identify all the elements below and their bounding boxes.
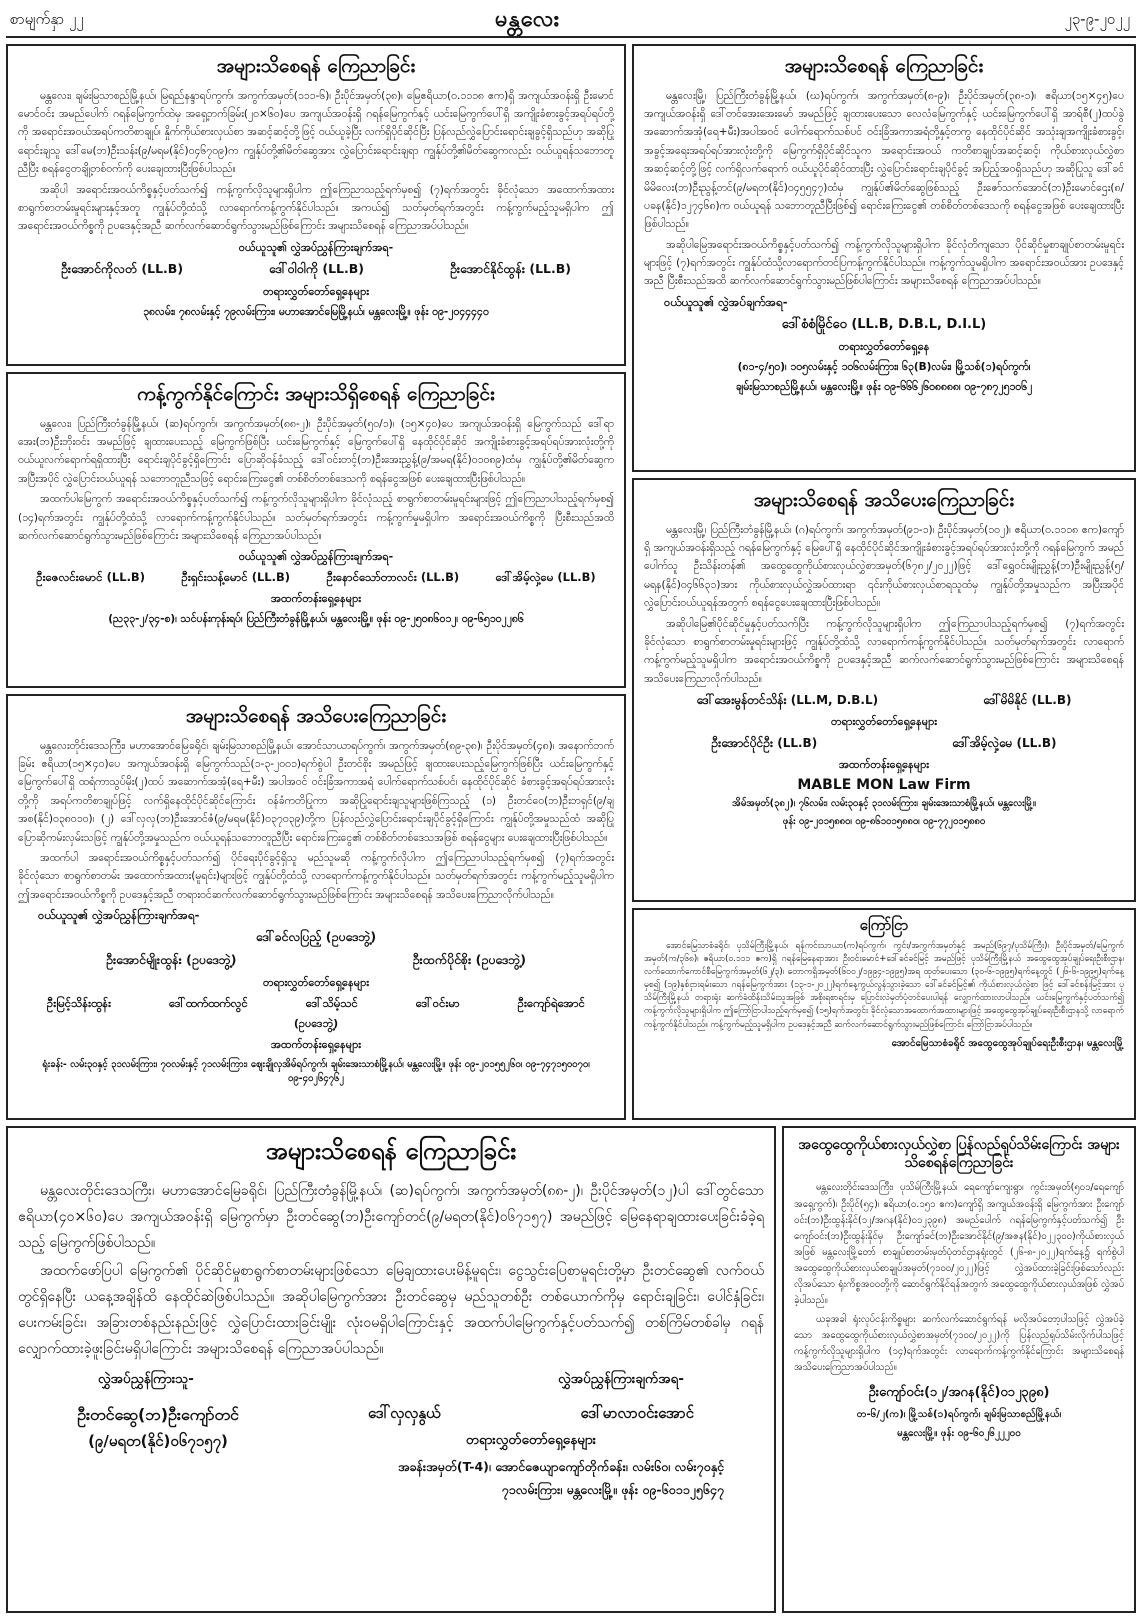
instruction-label: ဝယ်ယူသူ၏ လွှဲအပ်ချက်အရ- (664, 294, 788, 309)
signatory-name: ဦးကျော်ဝင်း(၁၂/အဂန(နိုင်)၀၁၂၃၉၈) (868, 1385, 1050, 1401)
paragraph: အဆိုပါမြေအရောင်းအဝယ်ကိစ္စနှင့်ပတ်သက်၍ ကန့်ကွက်လိုသူများရှိပါက ခိုင်လုံတိကျသော ပိုင်ဆိုင်မှုစာချုပ်စာတမ်းမူရင်းများဖြင့် (၇)ရက်အတွင်း ကျွန်ုပ်ထံသို့လာရောက်တင်ပြကန့်ကွက်နိုင်ပါသည်။ ကန့်ကွက်သူမရှိပါက အရောင်းအဝယ်အား ဥပဒေနှင့်အညီ ပြီးစီးသည်အထိ ဆက်လက်ဆောင်ရွက်သွားမည်ဖြစ်ပါကြောင်း အများသိစေရန် ကြေညာအပ်ပါသည်။ (644, 238, 1124, 288)
issue-date: ၂၃-၉-၂၀၂၂ (1064, 10, 1130, 28)
header-rule (6, 36, 1136, 38)
paragraph: မန္တလေး၊ ပြည်ကြီးတံခွန်မြို့နယ်၊ (ဆ)ရပ်ကွက်၊ အကွက်အမှတ်(၈၈-၂)၊ ဦးပိုင်အမှတ်(၅၀/၁)၊ (၁၅×၄၀)ပေ အကျယ်အဝန်းရှိ မြေကွက်သည် ဒေါ်ရာအေး(ဘ)ဦးဘိုးဝင်း အမည်ဖြင့် ချထားပေးသည့် မြေကွက်ဖြစ်ပြီး ယင်းမြေကွက်နှင့် မြေကွက်ပေါ်ရှိ နေထိုင်ပိုင်ဆိုင် အကျိုးခံစားခွင့်အရပ်ရပ်အားလုံးတို့ကို ဝယ်ယူလက်ရောက်ရရှိထားပြီး ရောင်းချပိုင်ခွင့်ရှိကြောင်း ပြောဆိုဝန်ခံသည့် ဒေါ်ဝင်းတင့်(ဘ)ဦးအေးညွှန့်(၉/အမရ(နိုင်)၀၁၀၈၉)ထံမှ ကျွန်ုပ်တို့၏မိတ်ဆွေက အပြီးအပိုင် လွှဲပြောင်းဝယ်ယူရန် သဘောတူညီသဖြင့် ရောင်းကြေးငွေ၏ တစ်စိတ်တစ်ဒေသကို စရန်ငွေအဖြစ် ပေးချေထားပြီးဖြစ်ပါသည်။ (18, 417, 614, 485)
masthead-logo: မန္တလေး (495, 7, 561, 32)
lawyer-name: ဒေါ်စံစံမြိုင်ဝေ (LL.B, D.B.L, D.I.L) (781, 316, 987, 332)
lawyer-name: ဦးအောင်နိုင်ထွန်း (LL.B) (449, 260, 572, 276)
contact-address: (ည၃၃-၂/၃၄-စ)၊ သင်ပန်းကုန်းရပ်၊ ပြည်ကြီးတံခွန်မြို့နယ်၊ မန္တလေးမြို့။ ဖုန်း ၀၉-၂၅၀၈၆၀၁၂၊ ၀၉-၆၅၁၀၂၂၈၆ (108, 613, 524, 626)
lawyer-name: ဒေါ်ဝင်းမာ (415, 996, 460, 1011)
client-name: ဦးတင်ဆွေ(ဘ)ဦးကျော်တင် (77, 1405, 239, 1425)
lawyer-block (298, 1400, 764, 1454)
notice-title: အများသိစေရန် ကြေညာခြင်း (784, 55, 984, 77)
office-title: အထက်တန်းရှေ့နေများ (270, 1038, 362, 1052)
notice-title: ကြော်ငြာ (859, 916, 909, 934)
notice-4 (6, 1126, 776, 1613)
client-label: လွှဲအပ်ညွှန်ကြားသူ- (98, 1371, 194, 1388)
office-title: တရားလွှတ်တော်ရှေ့နေ (838, 339, 930, 353)
lawyer-name: ဦးမြင့်သိန်းထွန်း (46, 996, 112, 1011)
instruction-label: ဝယ်ယူသူ၏ လွှဲအပ်ညွှန်ကြားချက်အရ- (238, 240, 394, 254)
contact-address: ၇၁လမ်းကြား၊ မန္တလေးမြို့။ ဖုန်း ၀၉-၆၀၁၁၂၅၆၄၇ (501, 1482, 724, 1498)
degree-note: (ဥပဒေဘွဲ့) (293, 1017, 339, 1031)
contact-address: ၃၈လမ်း၊ ၇၈လမ်းနှင့် ၇၉လမ်းကြား၊ မဟာအောင်မြေမြို့နယ်၊ မန္တလေးမြို့။ ဖုန်း ၀၉-၂၀၄၄၄၄၀ (143, 305, 489, 318)
lawyer-name: ဦးအောင်ကိုလတ် (LL.B) (60, 260, 184, 276)
lawyer-names (18, 570, 614, 587)
lawyer-name: ဦးဇေလင်းမောင် (LL.B) (36, 570, 145, 585)
lawyer-name: ဒေါ်အေးမွန်တင်သိန်း (LL.M, D.B.L) (696, 693, 879, 708)
lawyer-names (298, 1404, 764, 1426)
office-title: အထက်တန်းရှေ့နေများ (270, 592, 362, 606)
paragraph: အထက်ပါမြေကွက် အရောင်းအဝယ်ကိစ္စနှင့်ပတ်သက်၍ ကန့်ကွက်လိုသူများရှိပါက ခိုင်လုံသည့် စာရွက်စာတမ်းမူရင်းများဖြင့် ဤကြေညာပါသည့်ရက်မှစ၍ (၁၄)ရက်အတွင်း ကျွန်ုပ်တို့ထံသို့ လာရောက်ကန့်ကွက်နိုင်ပါသည်။ သတ်မှတ်ရက်အတွင်း ကန့်ကွက်မှုမရှိပါက အရောင်းအဝယ်ကိစ္စကို ပြီးစီးသည်အထိ ဆက်လက်ဆောင်ရွက်သွားမည်ဖြစ်ကြောင်း အများသိစေရန် ကြေညာအပ်ပါသည်။ (18, 493, 614, 542)
contact-address: တ-၆/၂(က)၊ မြို့သစ်(၁)ရပ်ကွက်၊ ချမ်းမြသာစည်မြို့နယ်၊ (856, 1409, 1062, 1421)
notice-2 (6, 372, 626, 688)
notice-5 (632, 44, 1136, 472)
lawyer-names (18, 952, 614, 971)
lawyer-name: ဒေါ်လှလှနွယ် (367, 1404, 441, 1423)
office-title: အထက်တန်းရှေ့နေများ (838, 758, 930, 772)
notice-body (18, 415, 614, 546)
lawyer-name: ဦးရှင်းသန့်မောင် (LL.B) (181, 570, 291, 585)
notice-body (644, 940, 1124, 1032)
notice-body (644, 87, 1124, 291)
office-title: တရားလွှတ်တော်ရှေ့နေများ (465, 1432, 597, 1449)
issuing-office: အောင်မြေသာစံခရိုင် အထွေထွေအုပ်ချုပ်ရေးဦးစီးဌာန၊ မန္တလေးမြို့ (891, 1037, 1124, 1049)
lawyer-names (644, 735, 1124, 753)
client-block (18, 1400, 298, 1454)
lawyer-name: ဦးအောင်မျိုးထွန်း (ဥပဒေဘွဲ့) (106, 952, 237, 968)
lawyer-names (18, 929, 614, 948)
notice-7 (632, 908, 1136, 1120)
lawyer-name: ဒေါ်အိမ့်လှဲ့မေ (LL.B) (495, 570, 596, 585)
lawyer-name: ဒေါ်မိမိနိုင် (LL.B) (983, 693, 1072, 708)
paragraph: မန္တလေးတိုင်းဒေသကြီး၊ မဟာအောင်မြေခရိုင်၊ ချမ်းမြသာစည်မြို့နယ်၊ အောင်သာယာရပ်ကွက်၊ အကွက်အမှတ်(၈၉-၃၈)၊ ဦးပိုင်အမှတ်(၄၈)၊ အနောက်ဘက်ခြမ်း ဧရိယာ(၁၅×၄၀)ပေ အကျယ်အဝန်းရှိ မြေကွက်သည်(၁-၃-၂၀၀၁)ရက်စွဲပါ ဦးတင်စိုး အမည်ဖြင့် ချထားပေးသည့်မြေကွက်ဖြစ်ပြီး ယင်းမြေကွက်နှင့် မြေကွက်ပေါ်ရှိ ထရံကာသွပ်မိုး(၂)ထပ် အဆောက်အအုံ(ရေ+မီး) အပါအဝင် ဝင်းခြံအကာအရံ ပေါက်ရောက်သစ်ပင်၊ နေထိုင်ပိုင်ဆိုင် ခံစားခွင့်အရပ်ရပ်အားလုံးတို့ကို အရပ်ကတိစာချုပ်ဖြင့် လက်ရှိနေထိုင်ပိုင်ဆိုင်ကြောင်း ဝန်ခံကတိပြုကာ အဆိုပြုရောင်းချသူများဖြစ်ကြသည့် (၁) ဦးတင်ဝေ(ဘ)ဦးဘရှင်(၉/ချအစ(နိုင်)၀၃၈၀၁၀)၊ (၂) ဒေါ်လှလှ(ဘ)ဦးအောင်ဇံ(၉/မရမ(နိုင်)၀၃၇၀၃၉)တို့က ပြန်လည်လွှဲပြောင်းရောင်းချပိုင်ခွင့်ရှိကြောင်း ကျွန်ုပ်တို့အမှုသည်ထံ အဆိုပြုပြောဆိုကမ်းလှမ်းသဖြင့် ကျွန်ုပ်တို့အမှုသည်က ဝယ်ယူရန်သဘောတူညီပြီး ရောင်းကြေးငွေ၏ တစ်စိတ်တစ်ဒေသအဖြစ် စရန်ငွေများ ပေးချေထားပြီးဖြစ်ပါသည်။ (18, 739, 614, 844)
office-title: တရားလွှတ်တော်ရှေ့နေများ (830, 715, 938, 729)
notice-8 (782, 1126, 1136, 1613)
lawyer-names (18, 996, 614, 1013)
lawyer-name: ဒေါ်အိမ့်လှဲ့မေ (LL.B) (952, 736, 1057, 751)
notice-body (794, 1180, 1124, 1376)
paragraph: အထက်ပါ အရောင်းအဝယ်ကိစ္စနှင့်ပတ်သက်၍ ပိုင်ရေးပိုင်ခွင့်ရှိသူ မည်သူမဆို ကန့်ကွက်လိုပါက ဤကြေညာပါသည့်ရက်မှစ၍ (၇)ရက်အတွင်း ခိုင်လုံသော စာရွက်စာတမ်း အထောက်အထား(မူရင်း)များဖြင့် ကျွန်ုပ်တို့ထံသို့ လာရောက်ကန့်ကွက်နိုင်ပါသည်။ သတ်မှတ်ရက်အတွင်း ကန့်ကွက်မည့်သူမရှိပါက ဤအရောင်းအဝယ်ကိစ္စကို ဥပဒေနှင့်အညီ တရားဝင်ဆက်လက်ဆောင်ရွက်သွားမည်ဖြစ်ကြောင်း အများသိစေရန် အသိပေးကြေညာလိုက်ပါသည်။ (18, 851, 614, 901)
notice-6 (632, 478, 1136, 902)
notice-body (18, 87, 614, 236)
lawyer-name: ဒေါ်မာလာဝင်းအောင် (580, 1404, 694, 1423)
lawyer-label: လွှဲအပ်ညွှန်ကြားချက်အရ- (558, 1371, 684, 1388)
signature-labels (18, 1370, 764, 1390)
notice-title: အထွေထွေကိုယ်စားလှယ်လွှဲစာ ပြန်လည်ရုပ်သိမ်းကြောင်း အများသိစေရန်ကြေညာခြင်း (798, 1137, 1120, 1172)
lawyer-name: ဒေါ်သိမ့်သင် (305, 996, 358, 1011)
notice-title: အများသိစေရန် ကြေညာခြင်း (216, 55, 416, 77)
notice-body (18, 1179, 764, 1362)
lawyer-name: ဦးထက်ပိုင်စိုး (ဥပဒေဘွဲ့) (412, 952, 526, 968)
office-title: တရားလွှတ်တော်ရှေ့နေများ (262, 976, 370, 990)
office-title: တရားလွှတ်တော်ရှေ့နေများ (262, 284, 370, 298)
paragraph: မန္တလေးတိုင်းဒေသကြီး၊ မဟာအောင်မြေခရိုင်၊ ပြည်ကြီးတံခွန်မြို့နယ်၊ (ဆ)ရပ်ကွက်၊ အကွက်အမှတ်(၈၈-၂)၊ ဦးပိုင်အမှတ်(၁၂)ပါ ဒေါ်တွင်သော ဧရိယာ(၄၀×၆၀)ပေ အကျယ်အဝန်းရှိ မြေကွက်မှာ ဦးတင်ဆွေ(ဘ)ဦးကျော်တင်(၉/မရတ(နိုင်)၀၆၇၁၅၇) အမည်ဖြင့် မြေနေရာချထားပေးခြင်းခံခဲ့ရသည့် မြေကွက်ဖြစ်ပါသည်။ (18, 1183, 764, 1251)
contact-address: မန္တလေးမြို့။ ဖုန်း ၀၉-၆၀၂၆၂၂၂၀၀ (897, 1428, 1021, 1440)
page-number: စာမျက်နှာ ၂၂ (10, 10, 84, 28)
contact-address: ချမ်းမြသာစည်မြို့နယ်၊ မန္တလေးမြို့။ ဖုန်း ၀၉-၆၆၆၂၆၀၈၈၈၈၊ ၀၉-၇၈၇၂၅၁၀၆၂ (735, 380, 1033, 393)
notice-body (18, 737, 614, 904)
law-firm-name: MABLE MON Law Firm (797, 777, 971, 794)
lawyer-names (18, 261, 614, 280)
paragraph: မန္တလေးတိုင်းဒေသကြီး၊ ပုသိမ်ကြီးမြို့နယ်၊ ရေကျော်ကျေးရွာ၊ ကွင်းအမှတ်(၅၀၁/ရေကျော်အရှေ့ကွက်)၊ ဦးပိုင်(၅၄)၊ ဧရိယာ(၀.၁၅၁ ဧက)ကျော်ရှိ အကျယ်အဝန်းရှိ မြေကွက်အား ဦးကျော်ဝင်း(ဘ)ဦးထွန်းနိုင်(၁၂/အဂန(နိုင်)၀၁၂၃၉၈) အမည်ပေါက် ဂရန်မြေကွက်နှင့်ပတ်သက်၍ ဦးကျော်ဝင်း(ဘ)ဦးထွန်းနိုင်မှ ဦးကျော်ခင်(ဘ)ဦးအောင်နိုင်(၉/အဇန(နိုင်)၀၂၂၃၀၀)ကိုယ်စားလှယ်အဖြစ် မန္တလေးမြို့တော် စာချုပ်စာတမ်းမှတ်ပုံတင်ဌာနရုံးတွင် (၂၆-၈-၂၀၂၂)ရက်နေ့၌ ရက်စွဲပါ အထွေထွေကိုယ်စားလှယ်စာချုပ်အမှတ်(၇၁၀၀/၂၀၂၂)ဖြင့် လွှဲအပ်ထားခဲ့ခြင်းဖြစ်သော်လည်း လိုအပ်သော ရုံးကိစ္စအဝဝတို့ကို ဆောင်ရွက်နိုင်ရန်အတွက် အထွေထွေကိုယ်စားလှယ်အဖြစ် လွှဲအပ်ခဲ့ပါသည်။ (794, 1182, 1124, 1307)
contact-address: အိမ်အမှတ်(၃၈၂)၊ ၇၆လမ်း၊ လမ်း၃၀နှင့် ၃၁လမ်းကြား၊ ချမ်းအေးသာစံမြို့နယ်၊ မန္တလေးမြို့။ (732, 798, 1036, 810)
paragraph: အဆိုပါ အရောင်းအဝယ်ကိစ္စနှင့်ပတ်သက်၍ ကန့်ကွက်လိုသူများရှိပါက ဤကြေညာသည့်ရက်မှစ၍ (၇)ရက်အတွင်း ခိုင်လုံသော အထောက်အထား စာရွက်စာတမ်းမူရင်းများနှင့်အတူ ကျွန်ုပ်တို့ထံသို့ လာရောက်ကန့်ကွက်နိုင်ပါသည်။ အကယ်၍ သတ်မှတ်ရက်အတွင်း ကန့်ကွက်မည့်သူမရှိပါက ဤအရောင်းအဝယ်ကိစ္စကို ဥပဒေနှင့်အညီ ဆက်လက်ဆောင်ရွက်သွားမည်ဖြစ်ကြောင်း အများသိစေရန် ကြေညာအပ်ပါသည်။ (18, 183, 614, 233)
lawyer-name: ဒေါ်ဝါဝါကို (LL.B) (268, 260, 365, 276)
contact-address: ရုံးခန်း- လမ်း၃၀နှင့် ၃၁လမ်းကြား၊ ၇၀လမ်းနှင့် ၇၁လမ်းကြား၊ ဈေးချိုလှအိမ်ရပ်ကွက်၊ ချမ်းအေးသာစံမြို့နယ်၊ မန္တလေးမြို့။ ဖုန်း ၀၉-၂၀၁၅၅၂၆၀၊ ၀၉-၇၄၇၁၅၀၀၇၀၊ ၀၉-၄၀၂၆၄၇၆၂ (42, 1059, 590, 1085)
signatures (18, 1400, 764, 1454)
notice-body (644, 521, 1124, 688)
paragraph: မန္တလေးမြို့၊ ပြည်ကြီးတံခွန်မြို့နယ်၊ (ဂ)ရပ်ကွက်၊ အကွက်အမှတ်(၉၁-၁)၊ ဦးပိုင်အမှတ်(၁၀၂)၊ ဧရိယာ(၀.၁၁၁၈ ဧက)ကျော်ရှိ အကျယ်အဝန်းရှိသည့် ဂရန်မြေကွက်နှင့် မြေပေါ်ရှိ နေထိုင်ပိုင်ဆိုင်အကျိုးခံစားခွင့်အရပ်ရပ်အားလုံးတို့ကို ဂရန်မြေကွက် အမည်ပေါက်သူ ဦးသိန်းတန်၏ အထွေထွေကိုယ်စားလှယ်လွှဲစာအမှတ်(၆၇၈၂/၂၀၂၂)ဖြင့် ဒေါ်ရွှေဝင်းမျိုးညွှန့်(ဘ)ဦးမျိုးညွှန့်(၅/မရန(နိုင်)၀၄၆၆၃၁)အား ကိုယ်စားလှယ်လွှဲအပ်ထားရာ ၎င်းကိုယ်စားလှယ်စာရသူထံမှ ကျွန်ုပ်တို့အမှုသည်က အပြီးအပိုင်လွှဲပြောင်းဝယ်ယူရန်အတွက် စရန်ငွေပေးချေထားပြီးဖြစ်ပါသည်။ (644, 523, 1124, 610)
lawyer-names (644, 316, 1124, 335)
notice-title: အများသိစေရန် အသိပေးကြေညာခြင်း (753, 489, 1015, 511)
paragraph: မန္တလေးမြို့၊ ပြည်ကြီးတံခွန်မြို့နယ်၊ (ဃ)ရပ်ကွက်၊ အကွက်အမှတ်(၈-၉)၊ ဦးပိုင်အမှတ်(၃၈-၁)၊ ဧရိယာ(၁၅×၄၅)ပေ အကျယ်အဝန်းရှိ ဒေါ်တင်အေးအေးမော် အမည်ဖြင့် ချထားပေးသော လေလံမြေကွက်နှင့် ယင်းမြေကွက်ပေါ်ရှိ အာရ်စီ(၂)ထပ်ခွဲ အဆောက်အအုံ(ရေ+မီး)အပါအဝင် ပေါက်ရောက်သစ်ပင် ဝင်းခြံအကာအရံတို့နှင့်တကွ နေထိုင်ပိုင်ဆိုင် အသုံးချအကျိုးခံစားခွင့်၊ အခွင့်အရေးအရပ်ရပ်အားလုံးတို့ကို မြေကွက်ရှိပိုင်ဆိုင်သူက အရောင်းအဝယ် ကတိစာချုပ်အဆင့်ဆင့်၊ ကိုယ်စားလှယ်လွှဲစာအဆင့်ဆင့်တို့ဖြင့် လက်ရှိလက်ရောက် ဝယ်ယူပိုင်ဆိုင်ထားပြီး လွှဲပြောင်းရောင်းချပိုင်ခွင့် အပြည့်အဝရှိသည်ဟု အဆိုပြုသူ ဒေါ်ခင်မိမိလေး(ဘ)ဦးညွန့်တင်(၉/မရတ(နိုင်)၀၄၅၅၄၇)ထံမှ ကျွန်ုပ်၏မိတ်ဆွေဖြစ်သည့် ဦးဇော်သက်အောင်(ဘ)ဦးမောင်ဌေး(၈/ပခန(နိုင်)၁၂၇၄၆၈)က ဝယ်ယူရန် သဘောတူညီပြီးဖြစ်၍ ရောင်းကြေးငွေ၏ တစ်စိတ်တစ်ဒေသကို စရန်ငွေအဖြစ် ပေးချေထားပြီးဖြစ်ပါသည်။ (644, 89, 1124, 231)
notice-1 (6, 44, 626, 366)
paragraph: အောင်မြေသာစံခရိုင်၊ ပုသိမ်ကြီးမြို့နယ်၊ ရန်ကင်းသာယာ(က)ရပ်ကွက်၊ ကွင်း/အကွက်အမှတ်နှင့် အမည်(၆၉၇/ပုသိမ်ကြီး)၊ ဦးပိုင်အမှတ်/မြေကွက်အမှတ်(က/၃၆၈)၊ ဧရိယာ(၀.၁၁၁ ဧက)ရှိ ဂရန်မြေနေရာအား ဦးဝင်းမောင်+ဒေါ်ခင်ခင်မြင့် အမည်ဖြင့် ပုသိမ်ကြီးမြို့နယ် အထွေထွေအုပ်ချုပ်ရေးဦးစီးဌာန၊ လက်ထောက်ကောင်စီမြေကွက်အမှတ်(၆၂/၃)၊ တောကရှိအမှတ်(၆၀၀၂/၁၉၉၄-၁၉၉၅)အရ ထုတ်ပေးသော (၃၀-၆-၁၉၉၅)ရက်နေ့တွင် (၂၆-၆-၁၉၉၅)ရက်နေ့မှစ၍ (၁၉)နှစ်ငှားရမ်းသော ဂရန်မြေကွက်အား (၁၃-၁-၂၀၂၂)ရက်နေ့ကွယ်လွန်သွားခဲ့သော ဒေါ်ခင်ခင်မြင့်၏ ကိုယ်စားလှယ်လွှဲစာ ဖြင့် ဒေါ်ခင်စန်းမြင့်အား ပုသိမ်ကြီးမြို့နယ် တရားရုံး ဆက်ခံထိန်းသိမ်းသူအဖြစ် အစိုးရစာရင်းမှ ပြောင်းလဲမှတ်ပုံတင်ပေးပါရန် လျှောက်ထားလာပါသည်။ ယင်းမြေကွက်နှင့်ပတ်သက်၍ ကန့်ကွက်လိုသူများရှိပါက ဤကြော်ငြာပါသည့်ရက်မှစ၍ (၁၅)ရက်အတွင်း ခိုင်လုံသောအထောက်အထားများဖြင့် အထွေထွေအုပ်ချုပ်ရေးဦးစီးဌာနသို့ လာရောက်ကန့်ကွက်နိုင်ပါသည်။ ကန့်ကွက်မည့်သူမရှိပါက ဥပဒေနှင့်အညီ ဆက်လက်ဆောင်ရွက်သွားမည်ဖြစ်ကြောင်း ကြော်ငြာအပ်ပါသည်။ (644, 940, 1124, 1030)
paragraph: အဆိုပါမြေ၏ပိုင်ဆိုင်မှုနှင့်ပတ်သက်ပြီး ကန့်ကွက်လိုသူများရှိပါက ဤကြေညာပါသည့်ရက်မှစ၍ (၇)ရက်အတွင်း ခိုင်လုံသော စာရွက်စာတမ်းမူရင်းများဖြင့် ကျွန်ုပ်တို့ထံသို့ လာရောက်ကန့်ကွက်နိုင်ပါသည်။ သတ်မှတ်ရက်အတွင်း လာရောက်ကန့်ကွက်မည့်သူမရှိပါက အရောင်းအဝယ်ကိစ္စကို ဥပဒေနှင့်အညီ ဆက်လက်ဆောင်ရွက်သွားမည်ဖြစ်ကြောင်း အများသိစေရန် အသိပေးကြေညာလိုက်ပါသည်။ (644, 617, 1124, 685)
lawyer-name: ဦးကျော်ရဲအောင် (517, 996, 586, 1011)
contact-address: (၈၁-၄/၅၀)၊ ၁၀၅လမ်းနှင့် ၁၀၆လမ်းကြား၊ ၆၃(B)လမ်း၊ မြို့သစ်(၁)ရပ်ကွက်၊ (737, 360, 1031, 373)
page-header (0, 0, 1142, 38)
lawyer-name: ဦးအောင်ပိုင်ဦး (LL.B) (711, 736, 818, 751)
notice-title: ကန့်ကွက်နိုင်ကြောင်း အများသိရှိစေရန် ကြေညာခြင်း (137, 383, 495, 405)
contact-address: ဖုန်း ၀၉-၂၀၁၅၈၈၀၊ ၀၉-၈၆၁၀၁၅၈၈၀၊ ၀၉-၇၇၂၀၁၅၈၈၀ (782, 816, 986, 828)
notice-title: အများသိစေရန် အသိပေးကြေညာခြင်း (185, 705, 447, 727)
paragraph: အထက်ဖော်ပြပါ မြေကွက်၏ ပိုင်ဆိုင်မှုစာရွက်စာတမ်းများဖြစ်သော မြေချထားပေးမိန့်မူရင်း၊ ငွေသွင်းပြေစာမူရင်းတို့မှာ ဦးတင်ဆွေ၏ လက်ဝယ်တွင်ရှိနေပြီး ယနေ့အချိန်ထိ နေထိုင်ဆဲဖြစ်ပါသည်။ အဆိုပါမြေကွက်အား ဦးတင်ဆွေမှ မည်သူတစ်ဦး တစ်ယောက်ကိုမှ ရောင်းချခြင်း၊ ပေါင်နှံခြင်း၊ ပေးကမ်းခြင်း၊ အခြားတစ်နည်းနည်းဖြင့် လွှဲပြောင်းထားခြင်းမျိုး လုံးဝမရှိပါကြောင်းနှင့် အထက်ပါမြေကွက်နှင့်ပတ်သက်၍ တစ်ကြိမ်တစ်ခါမှ ဂရန်လျှောက်ထားခဲ့ဖူးခြင်းမရှိပါကြောင်း အများသိစေရန် ကြေညာအပ်ပါသည်။ (18, 1262, 764, 1357)
paragraph: ယခုအခါ ရုံးလုပ်ငန်းကိစ္စများ ဆက်လက်ဆောင်ရွက်ရန် မလိုအပ်တော့ပါသဖြင့် လွှဲအပ်ခဲ့သော အထွေထွေကိုယ်စားလှယ်လွှဲစာအမှတ်(၇၁၀၀/၂၀၂၂)ကို ပြန်လည်ရုပ်သိမ်းလိုက်ပါသဖြင့် ကန့်ကွက်လိုသူများရှိပါက (၁၄)ရက်အတွင်း လာရောက်ကန့်ကွက်နိုင်ကြောင်း အများသိစေရန် အသိပေးကြေညာအပ်ပါသည်။ (794, 1313, 1124, 1373)
paragraph: မန္တလေး၊ ချမ်းမြသာစည်မြို့နယ်၊ မြရည်နန္ဒာရပ်ကွက်၊ အကွက်အမှတ်(၁၁၁-၆)၊ ဦးပိုင်အမှတ်(၃၈)၊ မြေဧရိယာ(၀.၁၁၁၈ ဧက)ရှိ အကျယ်အဝန်းရှိ ဦးမောင်မောင်ဝင်း အမည်ပေါက် ဂရန်မြေကွက်ထဲမှ အရှေ့ဘက်ခြမ်း(၂၀×၆၀)ပေ အကျယ်အဝန်းရှိ ဂရန်မြေကွက်နှင့် ယင်းမြေကွက်ပေါ်ရှိ အကျိုးခံစားခွင့်အရပ်ရပ်တို့ကို အရောင်းအဝယ်အရပ်ကတိစာချုပ်၊ နှိုက်ကိုယ်စားလှယ်စာ အဆင့်ဆင့်တို့ဖြင့် ဝယ်ယူခဲ့ပြီး လက်ရှိပိုင်ဆိုင်ပြီး ပြန်လည်လွှဲပြောင်းရောင်းချခွင့်ရှိသည်ဟု အဆိုပြု ရောင်းချသူ ဒေါ်မေ(ဘ)ဦးသန်း(၉/မရမ(နိုင်)၀၄၆၇၀၉)က ကျွန်ုပ်တို့၏မိတ်ဆွေအား လွှဲပြောင်းရောင်းချရာ ကျွန်ုပ်တို့၏မိတ်ဆွေကလည်း ဝယ်ယူရန်သဘောတူညီပြီး စရန်ငွေတချို့တစ်ဝက်ကို ပေးချေထားပြီးဖြစ်ပါသည်။ (18, 89, 614, 176)
lawyer-name: ဒေါ်ထက်ထက်လွင် (168, 996, 248, 1011)
lawyer-name: ဦးနောင်သော်တာလင်း (LL.B) (326, 570, 460, 585)
lawyer-names (644, 692, 1124, 710)
notice-title: အများသိစေရန် ကြေညာခြင်း (265, 1137, 517, 1165)
instruction-label: ဝယ်ယူသူ၏ လွှဲအပ်ညွှန်ကြားချက်အရ- (238, 550, 394, 564)
notice-3 (6, 694, 626, 1120)
contact-address: အခန်းအမှတ်(T-4)၊ အောင်ဇေယျာကျော်တိုက်ခန်း၊ လမ်း၆၀၊ လမ်း၇၀နှင့် (397, 1459, 724, 1475)
lawyer-name: ဒေါ်ခင်လပြည့် (ဥပဒေဘွဲ့) (255, 929, 377, 945)
instruction-label: ဝယ်ယူသူ၏ လွှဲအပ်ညွှန်ကြားချက်အရ- (38, 908, 200, 923)
client-id: (၉/မရတ(နိုင်)၀၆၇၁၅၇) (88, 1432, 228, 1451)
